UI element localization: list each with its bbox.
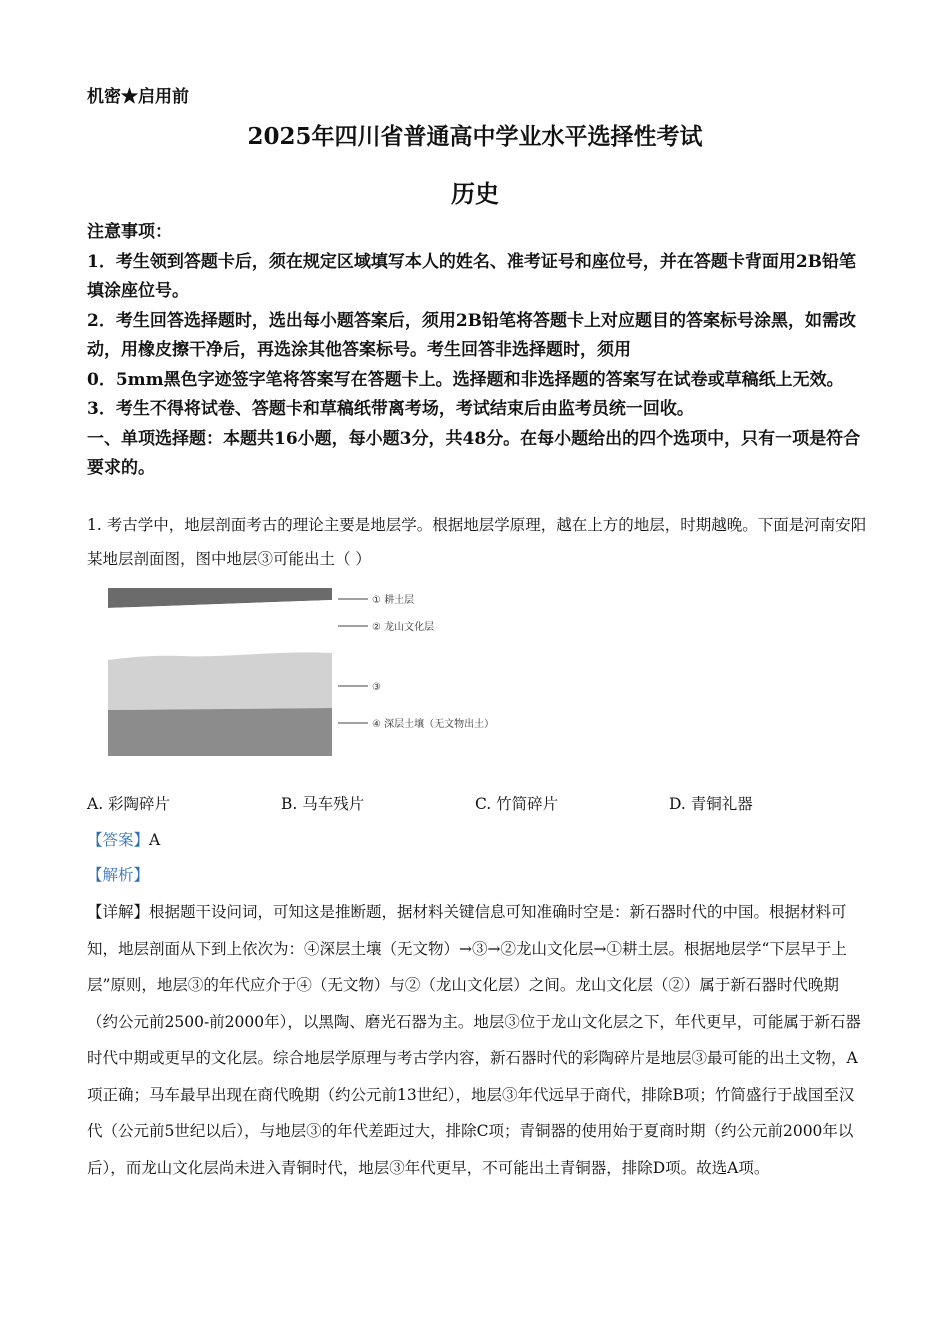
answer-line [87, 828, 160, 850]
layer-4-band [108, 708, 332, 756]
detail-text: 根据题干设问词，可知这是推断题，据材料关键信息可知准确时空是：新石器时代的中国。根据材料可知，地层剖面从下到上依次为：④深层土壤（无文物）→③→②龙山文化层→①耕土层。根据地层学“下层早于上层”原则，地层③的年代应介于④（无文物）与②（龙山文化层）之间。龙山文化层（②）属于新石器时代晚期（约公元前2500-前2000年），以黑陶、磨光石器为主。地层③位于龙山文化层之下，年代更早，可能属于新石器时代中期或更早的文化层。综合地层学原理与考古学内容，新石器时代的彩陶碎片是地层③最可能的出土文物，A项正确；马车最早出现在商代晚期（约公元前13世纪），地层③年代远早于商代，排除B项；竹简盛行于战国至汉代（公元前5世纪以后），与地层③的年代差距过大，排除C项；青铜器的使用始于夏商时期（约公元前2000年以后），而龙山文化层尚未进入青铜时代，地层③年代更早，不可能出土青铜器，排除D项。故选A项。 [87, 903, 861, 1177]
option-a: A. 彩陶碎片 [87, 795, 171, 813]
note-item-2: 2．考生回答选择题时，选出每小题答案后，须用2B铅笔将答题卡上对应题目的答案标号涂黑，如需改动，用橡皮擦干净后，再选涂其他答案标号。考生回答非选择题时，须用 [87, 310, 857, 360]
stratigraphy-figure [100, 580, 520, 760]
note-item-3: 3．考生不得将试卷、答题卡和草稿纸带离考场，考试结束后由监考员统一回收。 [87, 399, 694, 419]
exam-title: 2025年四川省普通高中学业水平选择性考试 [247, 123, 703, 150]
option-b: B. 马车残片 [281, 795, 365, 813]
subject-title: 历史 [451, 179, 499, 208]
detail-label: 【详解】 [87, 903, 150, 921]
layer-1-label: ① 耕土层 [372, 595, 415, 606]
note-item-2-continued: 0．5mm黑色字迹签字笔将答案写在答题卡上。选择题和非选择题的答案写在试卷或草稿纸上无效。 [87, 369, 844, 390]
layer-3-band [108, 652, 332, 710]
note-item-1: 1．考生领到答题卡后，须在规定区域填写本人的姓名、准考证号和座位号，并在答题卡背面用2B铅笔填涂座位号。 [87, 251, 857, 301]
question-stem: 1. 考古学中，地层剖面考古的理论主要是地层学。根据地层学原理，越在上方的地层，时期越晚。下面是河南安阳某地层剖面图，图中地层③可能出土（ ） [87, 516, 867, 568]
answer-label: 【答案】 [87, 831, 150, 849]
detail-explanation [87, 894, 867, 1186]
notes-section [87, 218, 867, 484]
analysis-label: 【解析】 [87, 866, 150, 884]
notes-heading: 注意事项： [87, 222, 172, 242]
layer-4-label: ④ 深层土壤（无文物出土） [372, 719, 495, 730]
option-d: D. 青铜礼器 [669, 795, 753, 813]
answer-value: A [149, 831, 161, 849]
layer-2-band [108, 600, 332, 660]
layer-3-label: ③ [372, 682, 381, 693]
layer-2-label: ② 龙山文化层 [372, 622, 435, 633]
confidential-mark: 机密★启用前 [87, 87, 189, 107]
option-c: C. 竹简碎片 [475, 795, 559, 813]
section-instructions: 一、单项选择题：本题共16小题，每小题3分，共48分。在每小题给出的四个选项中，只有一项是符合要求的。 [87, 428, 861, 478]
